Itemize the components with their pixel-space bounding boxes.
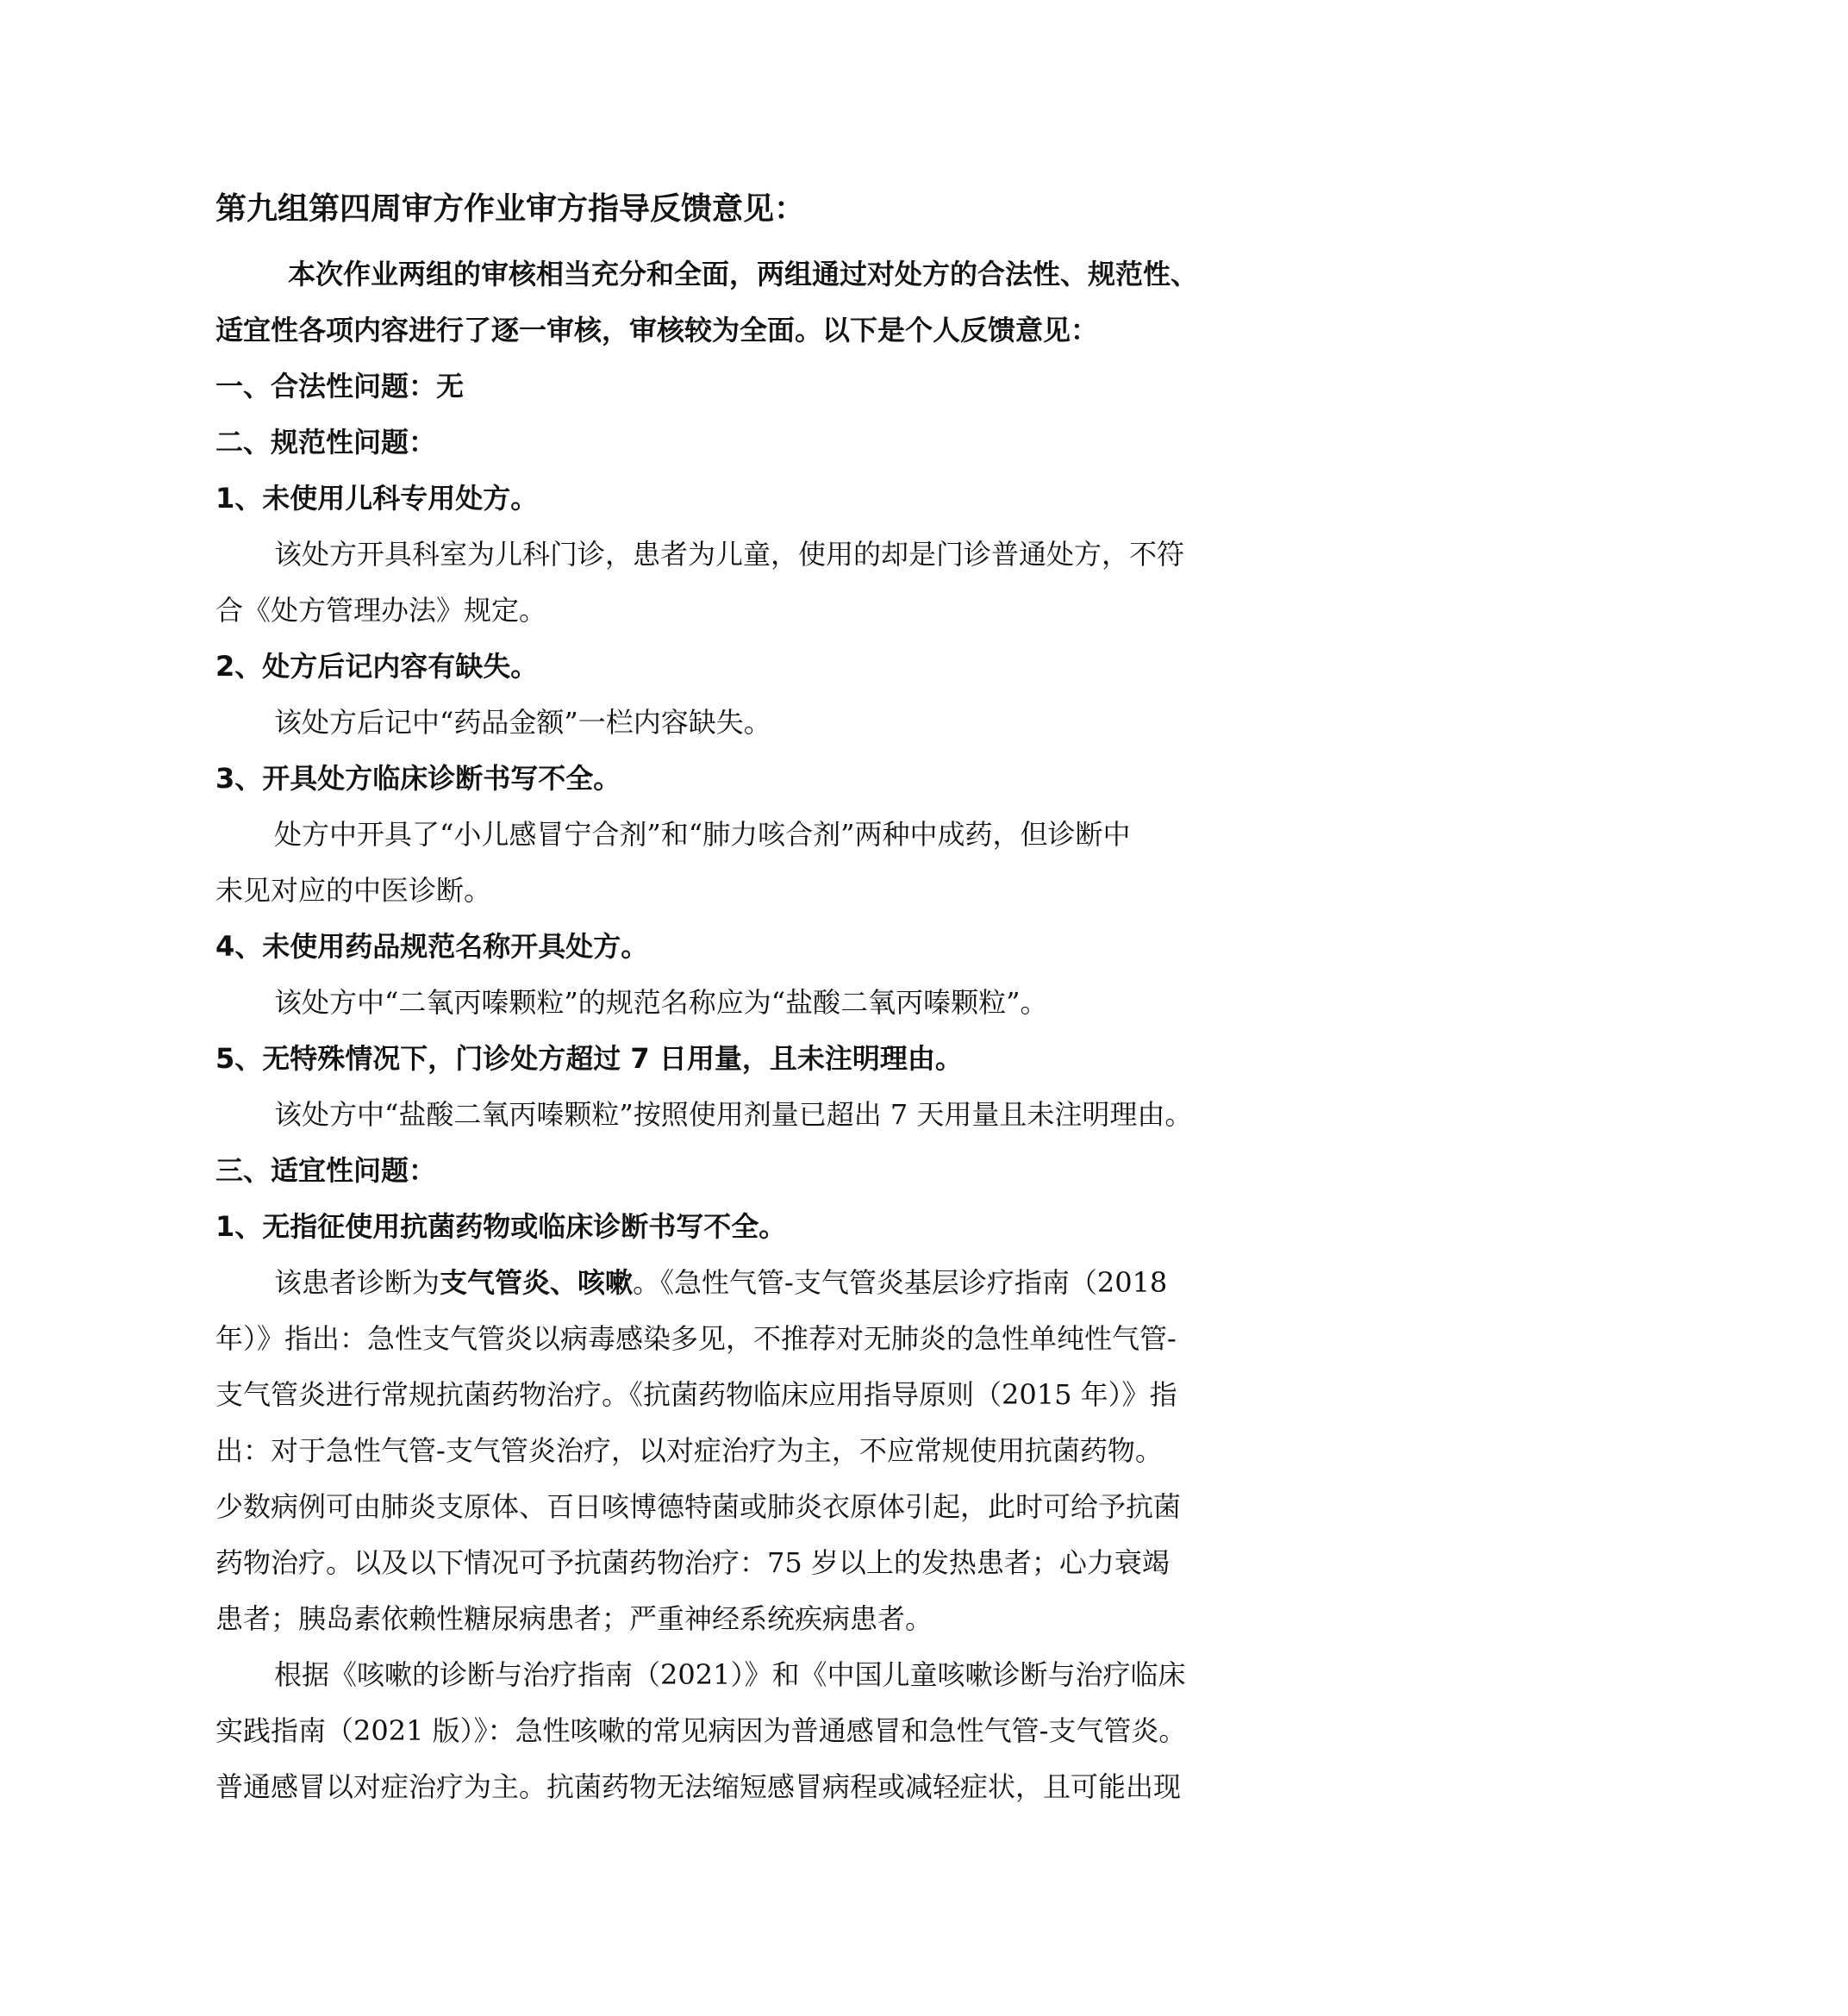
norm-item-3-line-1: 处方中开具了“小儿感冒宁合剂”和“肺力咳合剂”两种中成药，但诊断中	[274, 818, 1131, 851]
suit-para-1-line-6: 药物治疗。以及以下情况可予抗菌药物治疗：75 岁以上的发热患者；心力衰竭	[215, 1546, 1170, 1579]
norm-item-1-line-1: 该处方开具科室为儿科门诊，患者为儿童，使用的却是门诊普通处方，不符	[274, 538, 1185, 571]
norm-item-2-line-1: 该处方后记中“药品金额”一栏内容缺失。	[274, 706, 771, 739]
norm-item-1-title: 1、未使用儿科专用处方。	[215, 482, 539, 515]
suit-para-1-line-5: 少数病例可由肺炎支原体、百日咳博德特菌或肺炎衣原体引起，此时可给予抗菌	[215, 1490, 1182, 1523]
suit-para-1-line-2: 年）》指出：急性支气管炎以病毒感染多见，不推荐对无肺炎的急性单纯性气管-	[215, 1322, 1177, 1355]
legality-heading: 一、合法性问题：无	[215, 370, 465, 403]
suit-para-1-rest: 。《急性气管-支气管炎基层诊疗指南（2018	[633, 1266, 1168, 1299]
suit-para-1-line-3: 支气管炎进行常规抗菌药物治疗。《抗菌药物临床应用指导原则（2015 年）》指	[215, 1378, 1177, 1411]
norm-item-5-title: 5、无特殊情况下，门诊处方超过 7 日用量，且未注明理由。	[215, 1042, 963, 1075]
norm-item-4-title: 4、未使用药品规范名称开具处方。	[215, 930, 649, 963]
normativity-heading: 二、规范性问题：	[215, 426, 437, 459]
norm-item-5-line-1: 该处方中“盐酸二氧丙嗪颗粒”按照使用剂量已超出 7 天用量且未注明理由。	[274, 1098, 1193, 1131]
norm-item-2-title: 2、处方后记内容有缺失。	[215, 650, 539, 683]
suit-para-1-line-1	[274, 1262, 1215, 1303]
intro-line-2: 适宜性各项内容进行了逐一审核，审核较为全面。以下是个人反馈意见：	[215, 314, 1099, 346]
suit-para-2-line-1: 根据《咳嗽的诊断与治疗指南（2021）》和《中国儿童咳嗽诊断与治疗临床	[274, 1658, 1186, 1691]
page-title: 第九组第四周审方作业审方指导反馈意见：	[215, 191, 806, 227]
norm-item-1-line-2: 合《处方管理办法》规定。	[215, 594, 547, 627]
suit-para-1-diagnosis: 支气管炎、咳嗽	[440, 1266, 634, 1299]
norm-item-3-title: 3、开具处方临床诊断书写不全。	[215, 762, 621, 795]
suit-para-1-line-7: 患者；胰岛素依赖性糖尿病患者；严重神经系统疾病患者。	[215, 1602, 933, 1635]
suit-para-2-line-3: 普通感冒以对症治疗为主。抗菌药物无法缩短感冒病程或减轻症状，且可能出现	[215, 1770, 1182, 1803]
suit-para-1-line-4: 出：对于急性气管-支气管炎治疗，以对症治疗为主，不应常规使用抗菌药物。	[215, 1434, 1163, 1467]
suit-para-2-line-2: 实践指南（2021 版）》：急性咳嗽的常见病因为普通感冒和急性气管-支气管炎。	[215, 1714, 1187, 1747]
intro-line-1: 本次作业两组的审核相当充分和全面，两组通过对处方的合法性、规范性、	[288, 258, 1199, 290]
norm-item-4-line-1: 该处方中“二氧丙嗪颗粒”的规范名称应为“盐酸二氧丙嗪颗粒”。	[274, 986, 1048, 1019]
norm-item-3-line-2: 未见对应的中医诊断。	[215, 874, 492, 907]
suit-item-1-title: 1、无指征使用抗菌药物或临床诊断书写不全。	[215, 1210, 787, 1243]
suitability-heading: 三、适宜性问题：	[215, 1154, 437, 1187]
suit-para-1-lead: 该患者诊断为	[274, 1266, 440, 1299]
